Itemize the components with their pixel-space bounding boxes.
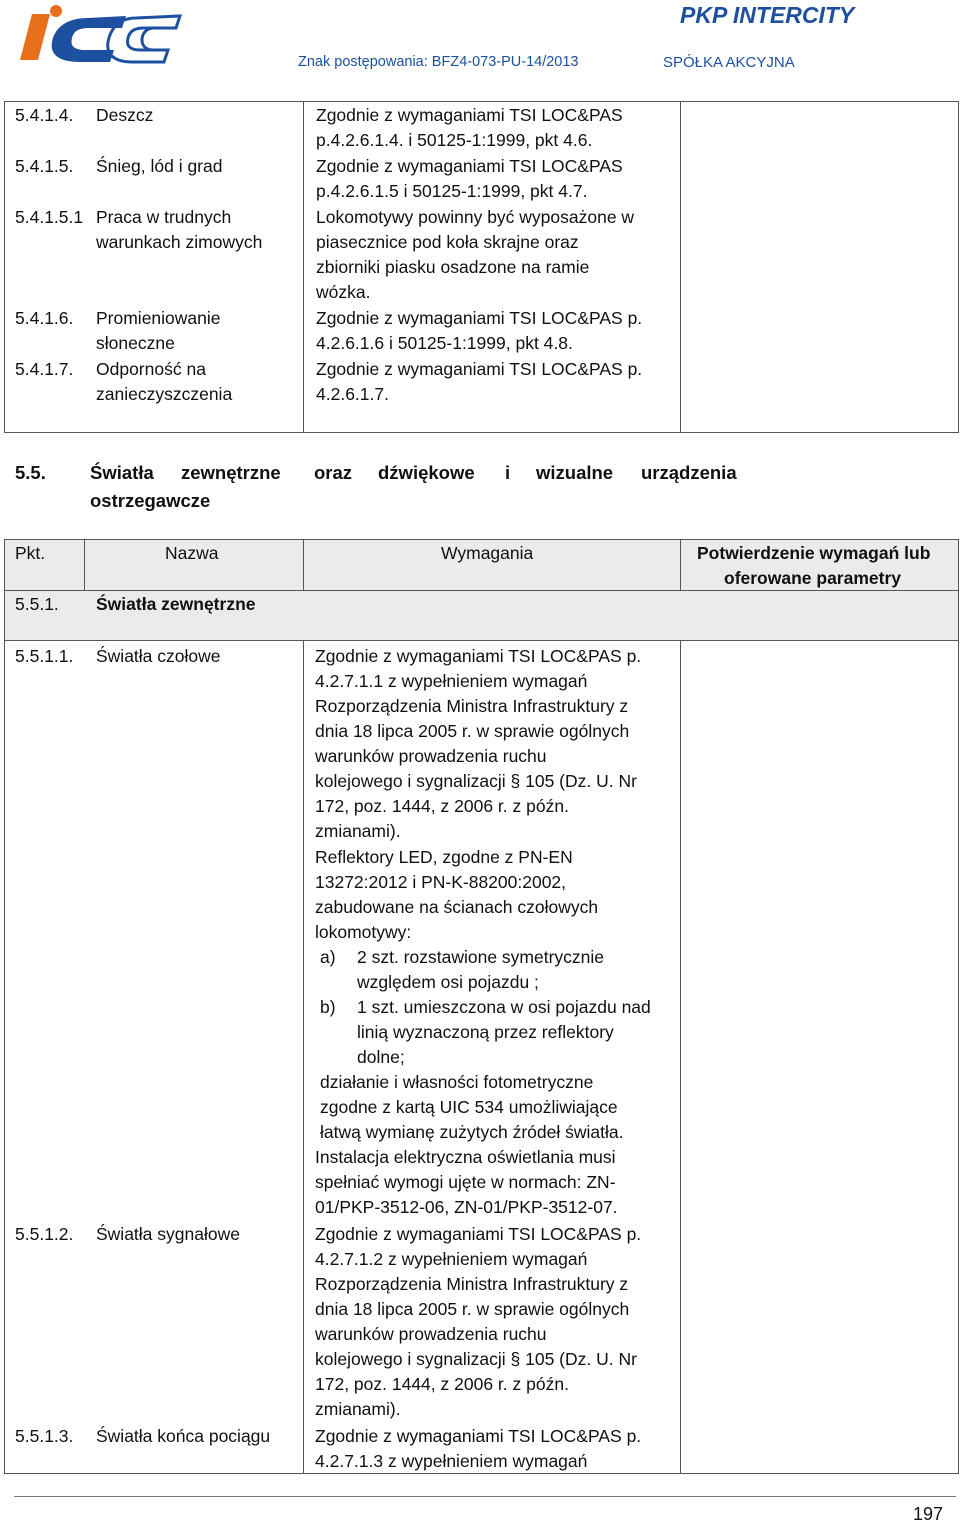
row-requirement: zbiorniki piasku osadzone na ramie [316, 257, 590, 277]
row-requirement: 4.2.7.1.2 z wypełnieniem wymagań [315, 1249, 588, 1269]
brand-subtitle: SPÓŁKA AKCYJNA [663, 54, 795, 71]
row-requirement: 172, poz. 1444, z 2006 r. z późn. [315, 1374, 569, 1394]
row-requirement: zmianami). [315, 1399, 401, 1419]
row-requirement: Lokomotywy powinny być wyposażone w [316, 207, 635, 227]
row-requirement: Rozporządzenia Ministra Infrastruktury z [315, 1274, 629, 1294]
row-requirement: dnia 18 lipca 2005 r. w sprawie ogólnych [315, 1299, 630, 1319]
subsection-number: 5.5.1. [15, 594, 59, 614]
header-nazwa: Nazwa [165, 543, 219, 563]
row-name: słoneczne [96, 333, 175, 353]
row-name: zanieczyszczenia [96, 384, 233, 404]
list-marker: a) [320, 947, 336, 967]
section-title-word: ostrzegawcze [90, 490, 211, 511]
list-item: względem osi pojazdu ; [357, 972, 539, 992]
row-requirement: wózka. [316, 282, 371, 302]
row-name: Światła czołowe [96, 646, 221, 666]
row-number: 5.4.1.6. [15, 308, 74, 328]
header-potwierdzenie: Potwierdzenie wymagań lub [697, 543, 931, 563]
row-requirement: zmianami). [315, 821, 401, 841]
row-requirement: Zgodnie z wymaganiami TSI LOC&PAS [316, 156, 623, 176]
header-wymagania: Wymagania [441, 543, 534, 563]
brand-name: PKP INTERCITY [680, 2, 855, 28]
section-title-word: oraz [314, 462, 353, 483]
row-name: Deszcz [96, 105, 154, 125]
subsection-title: Światła zewnętrzne [96, 594, 256, 614]
row-name: Śnieg, lód i grad [96, 156, 223, 176]
section-number: 5.5. [15, 462, 46, 483]
row-name: Światła końca pociągu [96, 1426, 271, 1446]
list-item: linią wyznaczoną przez reflektory [357, 1022, 614, 1042]
row-number: 5.4.1.4. [15, 105, 74, 125]
header-pkt: Pkt. [15, 543, 46, 563]
row-number: 5.4.1.5.1 [15, 207, 84, 227]
row-requirement: Instalacja elektryczna oświetlania musi [315, 1147, 616, 1167]
row-requirement: dnia 18 lipca 2005 r. w sprawie ogólnych [315, 721, 630, 741]
row-name: Promieniowanie [96, 308, 221, 328]
row-requirement: 13272:2012 i PN-K-88200:2002, [315, 872, 567, 892]
section-title-word: urządzenia [641, 462, 737, 483]
row-requirement: warunków prowadzenia ruchu [315, 1324, 547, 1344]
row-requirement: zgodne z kartą UIC 534 umożliwiające [320, 1097, 618, 1117]
row-requirement: Reflektory LED, zgodne z PN-EN [315, 847, 573, 867]
row-requirement: lokomotywy: [315, 922, 412, 942]
row-requirement: kolejowego i sygnalizacji § 105 (Dz. U. Nr [315, 771, 637, 791]
row-requirement: p.4.2.6.1.4. i 50125-1:1999, pkt 4.6. [316, 130, 593, 150]
list-item: 1 szt. umieszczona w osi pojazdu nad [357, 997, 651, 1017]
row-name: Światła sygnałowe [96, 1224, 240, 1244]
iccc-logo [14, 4, 194, 66]
row-name: warunkach zimowych [96, 232, 263, 252]
row-requirement: 4.2.6.1.6 i 50125-1:1999, pkt 4.8. [316, 333, 573, 353]
row-requirement: Zgodnie z wymaganiami TSI LOC&PAS p. [316, 359, 643, 379]
list-item: 2 szt. rozstawione symetrycznie [357, 947, 605, 967]
row-requirement: 4.2.6.1.7. [316, 384, 389, 404]
section-title-word: zewnętrzne [181, 462, 281, 483]
row-number: 5.4.1.7. [15, 359, 74, 379]
row-name: Odporność na [96, 359, 206, 379]
row-requirement: kolejowego i sygnalizacji § 105 (Dz. U. Nr [315, 1349, 637, 1369]
row-requirement: Zgodnie z wymaganiami TSI LOC&PAS p. [315, 1224, 642, 1244]
section-title-word: Światła [90, 462, 154, 483]
page-number: 197 [913, 1504, 944, 1524]
row-requirement: zabudowane na ścianach czołowych [315, 897, 599, 917]
row-name: Praca w trudnych [96, 207, 232, 227]
row-requirement: Zgodnie z wymaganiami TSI LOC&PAS p. [315, 646, 642, 666]
list-marker: b) [320, 997, 336, 1017]
row-number: 5.5.1.2. [15, 1224, 74, 1244]
row-requirement: spełniać wymogi ujęte w normach: ZN- [315, 1172, 616, 1192]
row-requirement: 172, poz. 1444, z 2006 r. z późn. [315, 796, 569, 816]
procurement-code: Znak postępowania: BFZ4-073-PU-14/2013 [298, 54, 579, 70]
row-requirement: warunków prowadzenia ruchu [315, 746, 547, 766]
row-requirement: piasecznice pod koła skrajne oraz [316, 232, 579, 252]
row-number: 5.5.1.1. [15, 646, 74, 666]
row-requirement: 4.2.7.1.3 z wypełnieniem wymagań [315, 1451, 588, 1471]
section-title-word: wizualne [536, 462, 614, 483]
section-title-word: i [505, 462, 511, 483]
row-requirement: działanie i własności fotometryczne [320, 1072, 594, 1092]
row-requirement: Zgodnie z wymaganiami TSI LOC&PAS [316, 105, 623, 125]
row-requirement: łatwą wymianę zużytych źródeł światła. [320, 1122, 624, 1142]
header-potwierdzenie-line2: oferowane parametry [724, 568, 902, 588]
list-item: dolne; [357, 1047, 405, 1067]
row-requirement: Zgodnie z wymaganiami TSI LOC&PAS p. [316, 308, 643, 328]
row-requirement: 4.2.7.1.1 z wypełnieniem wymagań [315, 671, 588, 691]
row-requirement: p.4.2.6.1.5 i 50125-1:1999, pkt 4.7. [316, 181, 588, 201]
row-requirement: 01/PKP-3512-06, ZN-01/PKP-3512-07. [315, 1197, 618, 1217]
row-requirement: Rozporządzenia Ministra Infrastruktury z [315, 696, 629, 716]
row-number: 5.5.1.3. [15, 1426, 74, 1446]
section-title-word: dźwiękowe [378, 462, 475, 483]
row-number: 5.4.1.5. [15, 156, 74, 176]
row-requirement: Zgodnie z wymaganiami TSI LOC&PAS p. [315, 1426, 642, 1446]
